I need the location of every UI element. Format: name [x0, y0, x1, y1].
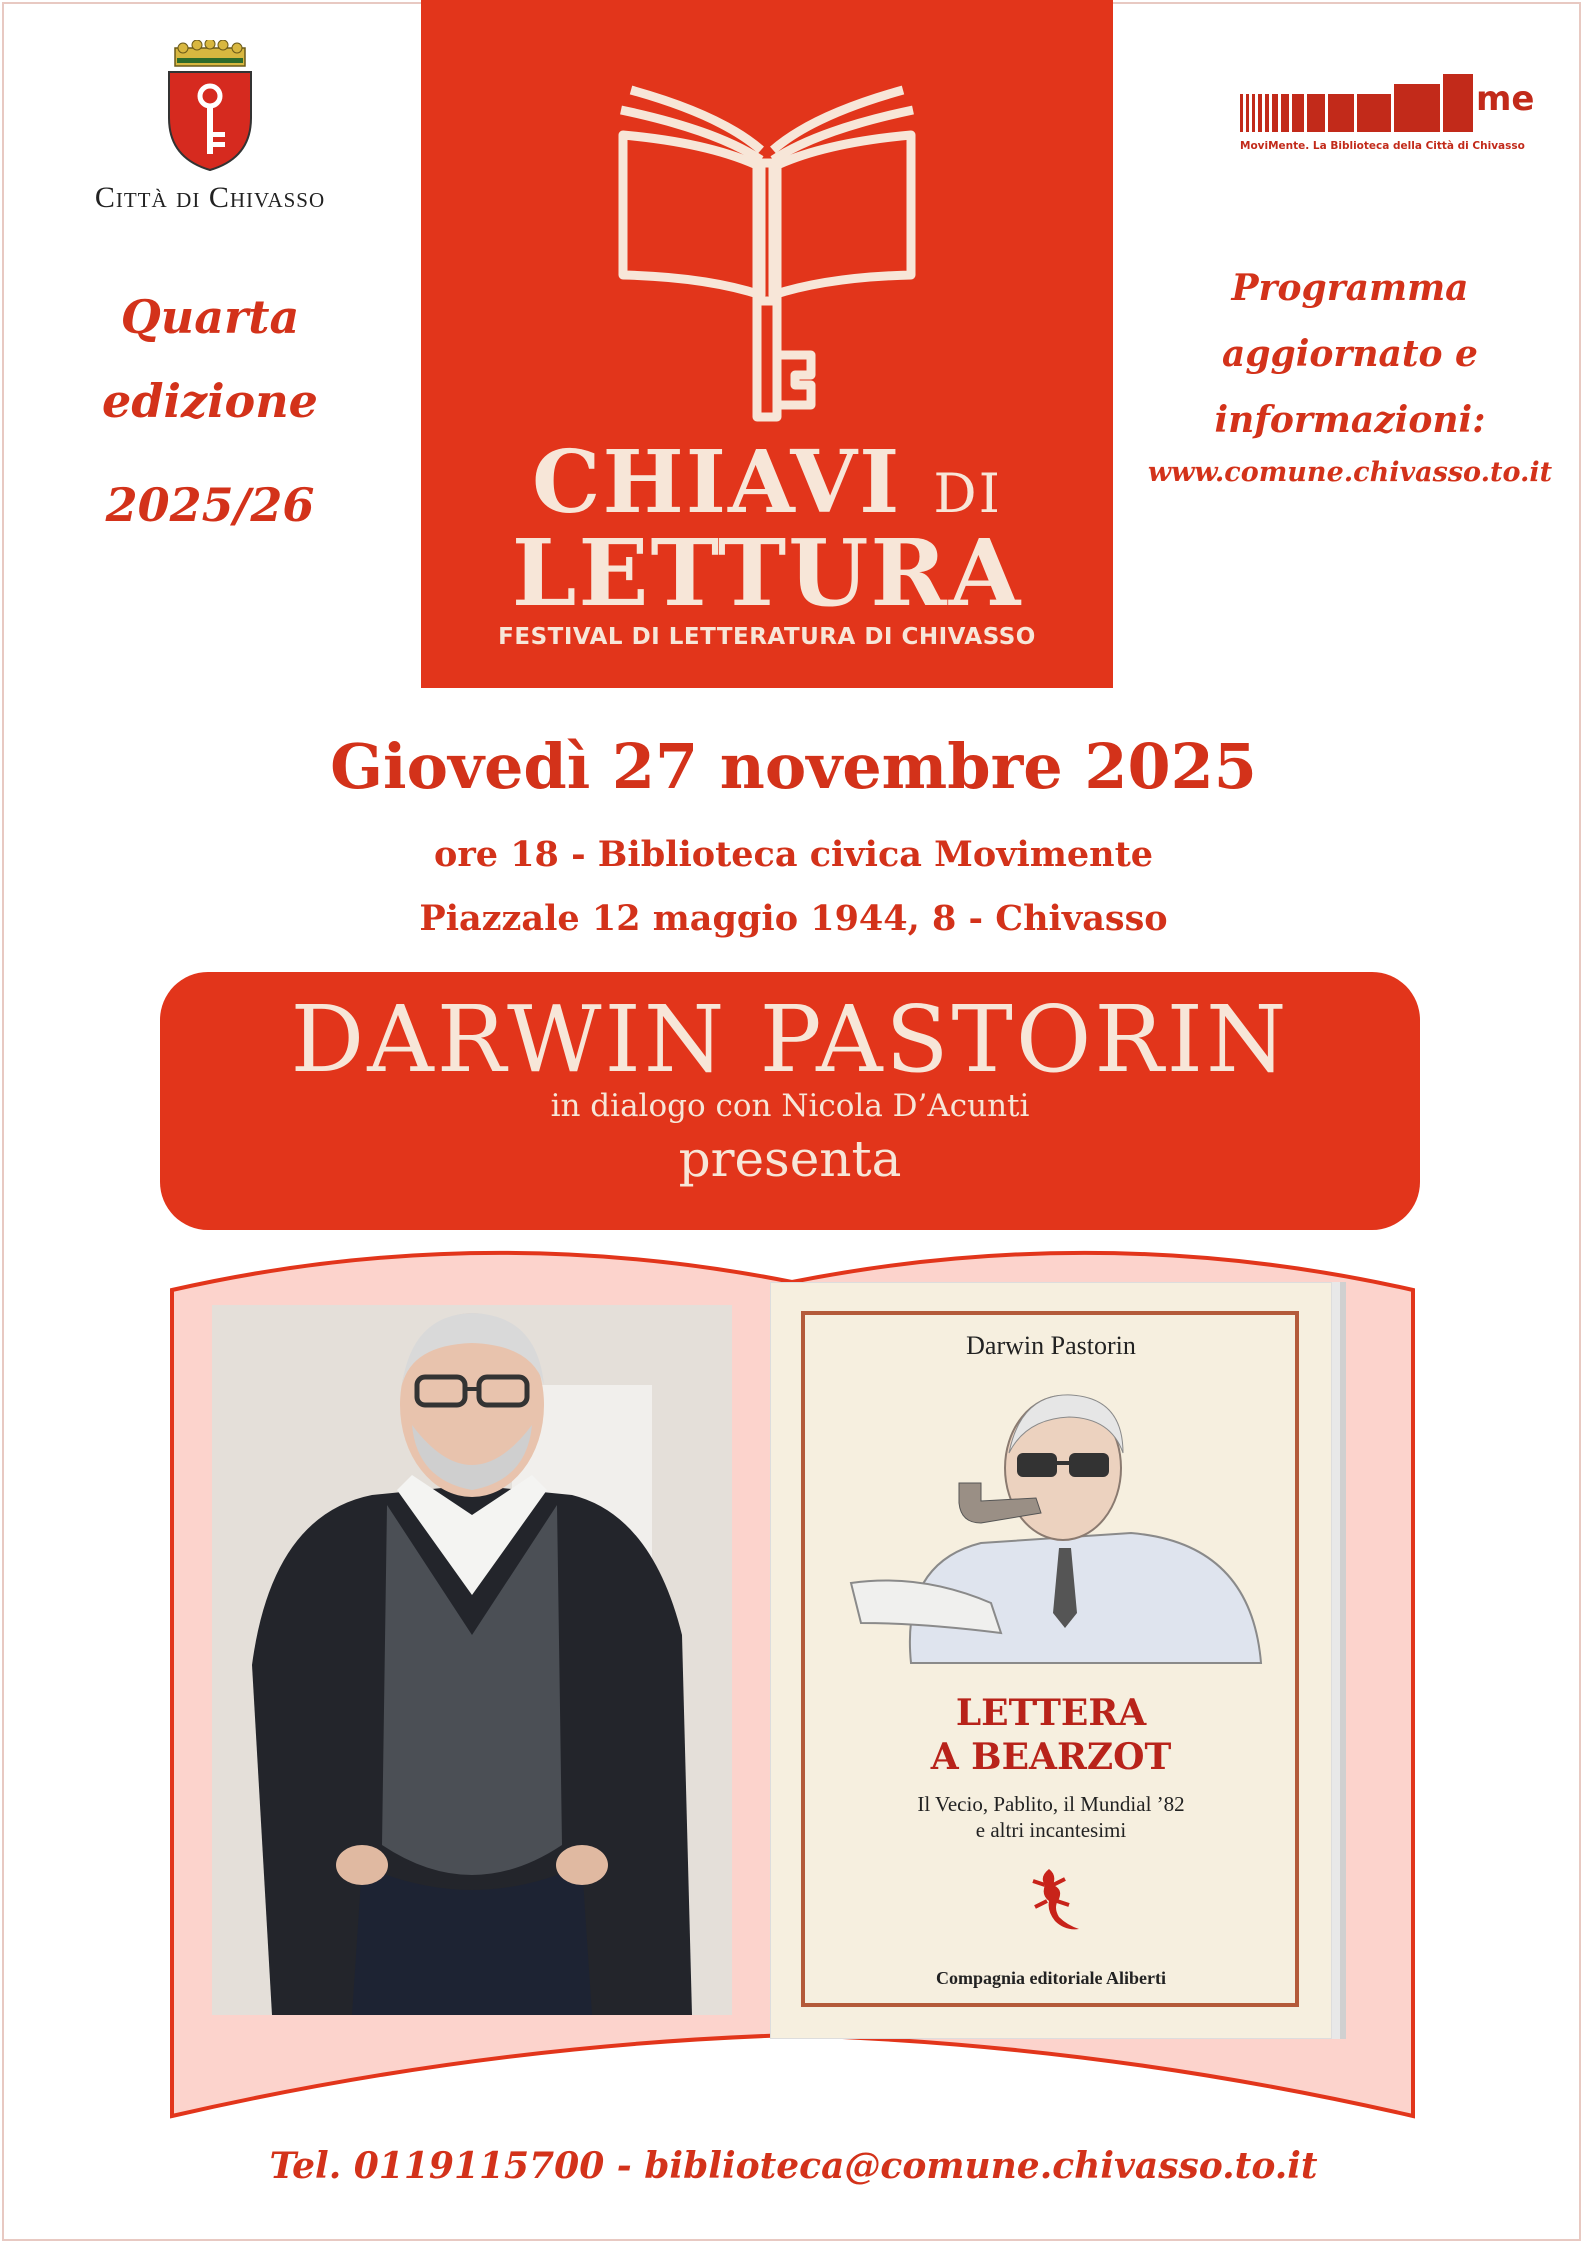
event-time-place: ore 18 - Biblioteca civica Movimente — [433, 834, 1154, 875]
author-banner — [160, 972, 1420, 1230]
library-logo — [1240, 72, 1550, 152]
event-date: Giovedì 27 novembre 2025 — [330, 730, 1257, 803]
book-title-line1: LETTERA — [955, 1692, 1147, 1734]
book-illustration — [831, 1373, 1271, 1673]
dialog-line: in dialogo con Nicola D’Acunti — [550, 1088, 1030, 1124]
festival-title-line2: LETTURA — [511, 519, 1023, 627]
edition-text — [60, 275, 360, 547]
author-photo-image — [212, 1305, 732, 2015]
festival-logo — [421, 0, 1113, 688]
presenta-text: presenta — [678, 1130, 902, 1188]
book-subtitle — [771, 1791, 1331, 1843]
book-title-line2: A BEARZOT — [930, 1736, 1172, 1778]
city-crest-icon — [155, 40, 265, 175]
info-line3: informazioni: — [1214, 399, 1486, 441]
book-publisher: Compagnia editoriale Aliberti — [936, 1968, 1166, 1988]
book-key-icon — [611, 55, 923, 435]
book-author: Darwin Pastorin — [966, 1331, 1136, 1360]
lizard-icon — [1019, 1865, 1083, 1937]
edition-line3: 2025/26 — [105, 478, 315, 532]
city-logo — [60, 40, 360, 215]
book-subtitle-line2: e altri incantesimi — [975, 1818, 1127, 1842]
author-name: DARWIN PASTORIN — [290, 986, 1290, 1093]
library-logo-mark: me — [1476, 79, 1535, 119]
festival-title-word: CHIAVI — [532, 432, 902, 533]
event-address: Piazzale 12 maggio 1944, 8 - Chivasso — [419, 898, 1168, 939]
city-name: Città di Chivasso — [94, 181, 326, 214]
library-caption: MoviMente. La Biblioteca della Città di Chivasso — [1240, 140, 1525, 152]
festival-subtitle: FESTIVAL DI LETTERATURA DI CHIVASSO — [498, 624, 1036, 650]
edition-line1: Quarta — [120, 290, 300, 344]
author-photo — [212, 1305, 732, 2015]
info-url[interactable]: www.comune.chivasso.to.it — [1147, 457, 1553, 488]
edition-line2: edizione — [102, 374, 318, 428]
info-block — [1130, 255, 1570, 493]
info-line1: Programma — [1231, 267, 1469, 309]
info-line2: aggiornato e — [1222, 333, 1478, 375]
book-subtitle-line1: Il Vecio, Pablito, il Mundial ’82 — [917, 1792, 1185, 1816]
book-cover-front — [770, 1282, 1332, 2039]
contact-line: Tel. 0119115700 - biblioteca@comune.chivasso.to.it — [269, 2145, 1318, 2187]
book-cover — [770, 1282, 1360, 2037]
library-logo-icon — [1240, 72, 1550, 134]
festival-title-di: DI — [933, 462, 1002, 525]
book-title — [771, 1691, 1331, 1779]
